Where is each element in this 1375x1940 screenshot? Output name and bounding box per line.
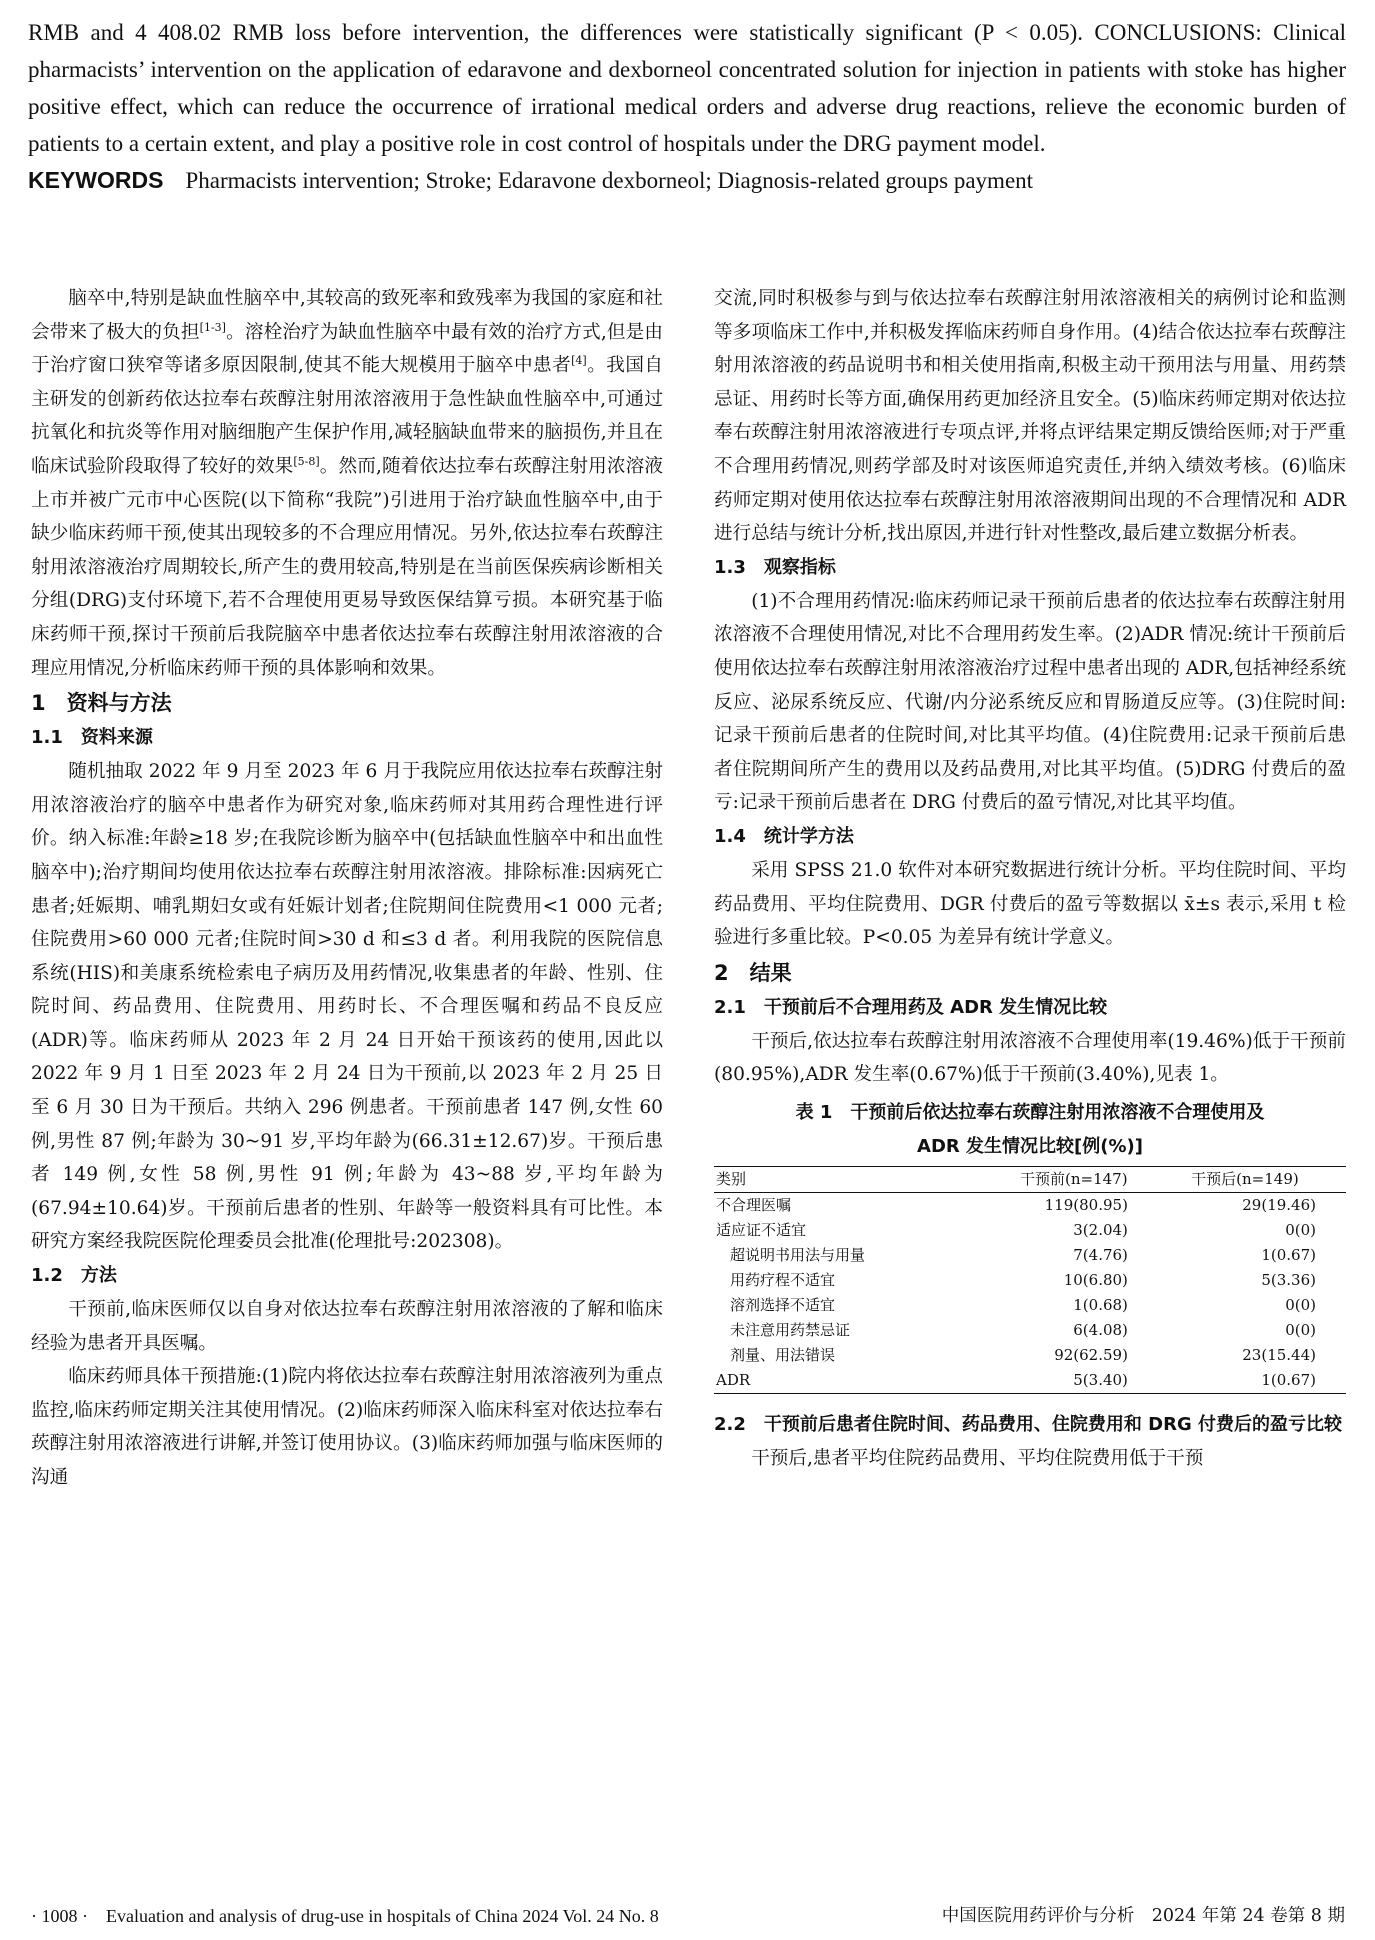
footer-journal-en: · 1008 · Evaluation and analysis of drug-use in hospitals of China 2024 Vol. 24 No. 8 (31, 1906, 659, 1926)
paragraph: 临床药师具体干预措施:(1)院内将依达拉奉右莰醇注射用浓溶液列为重点监控,临床药师定期关注其使用情况。(2)临床药师深入临床科室对依达拉奉右莰醇注射用浓溶液进行讲解,并签订使用协议。(3)临床药师加强与临床医师的沟通 (31, 1366, 663, 1488)
table-caption (714, 1096, 1346, 1164)
paragraph: 随机抽取 2022 年 9 月至 2023 年 6 月于我院应用依达拉奉右莰醇注射用浓溶液治疗的脑卒中患者作为研究对象,临床药师对其用药合理性进行评价。纳入标准:年龄≥18 岁;在我院诊断为脑卒中(包括缺血性脑卒中和出血性脑卒中);治疗期间均使用依达拉奉右莰醇注射用浓溶液。排除标准:因病死亡患者;妊娠期、哺乳期妇女或有妊娠计划者;住院期间住院费用<1 000 元者;住院费用>60 000 元者;住院时间>30 d 和≤3 d 者。利用我院的医院信息系统(HIS)和美康系统检索电子病历及用药情况,收集患者的年龄、性别、住院时间、药品费用、住院费用、用药时长、不合理医嘱和药品不良反应(ADR)等。临床药师从 2023 年 2 月 24 日开始干预该药的使用,因此以 2022 年 9 月 1 日至 2023 年 2 月 24 日为干预前,以 2023 年 2 月 25 日至 6 月 30 日为干预后。共纳入 296 例患者。干预前患者 147 例,女性 60 例,男性 87 例;年龄为 30~91 岁,平均年龄为(66.31±12.67)岁。干预后患者 149 例,女性 58 例,男性 91 例;年龄为 43~88 岁,平均年龄为(67.94±10.64)岁。干预前后患者的性别、年龄等一般资料具有可比性。本研究方案经我院医院伦理委员会批准(伦理批号:202308)。 (31, 761, 663, 1253)
table-row (714, 1318, 1346, 1343)
table-caption-line: ADR 发生情况比较[例(%)] (917, 1135, 1143, 1157)
table-cell: 3(2.04) (1073, 1220, 1128, 1239)
paragraph: 交流,同时积极参与到与依达拉奉右莰醇注射用浓溶液相关的病例讨论和监测等多项临床工作中,并积极发挥临床药师自身作用。(4)结合依达拉奉右莰醇注射用浓溶液的药品说明书和相关使用指南,积极主动干预用法与用量、用药禁忌证、用药时长等方面,确保用药更加经济且安全。(5)临床药师定期对依达拉奉右莰醇注射用浓溶液进行专项点评,并将点评结果定期反馈给医师;对于严重不合理用药情况,则药学部及时对该医师追究责任,并纳入绩效考核。(6)临床药师定期对使用依达拉奉右莰醇注射用浓溶液期间出现的不合理情况和 ADR 进行总结与统计分析,找出原因,并进行针对性整改,最后建立数据分析表。 (714, 288, 1346, 545)
table-cell: 7(4.76) (1073, 1245, 1128, 1264)
paragraph: 干预后,患者平均住院药品费用、平均住院费用低于干预 (751, 1447, 1204, 1469)
table-cell: 1(0.67) (1261, 1245, 1316, 1264)
table-row (714, 1192, 1346, 1218)
abstract (28, 14, 1346, 199)
table-header-cell: 干预后(n=149) (1191, 1169, 1299, 1188)
table-header-cell: 干预前(n=147) (1020, 1169, 1128, 1188)
paragraph: 干预前,临床医师仅以自身对依达拉奉右莰醇注射用浓溶液的了解和临床经验为患者开具医嘱。 (31, 1299, 663, 1354)
right-column (714, 282, 1346, 1475)
intro-text-a: 脑卒中,特别是缺血性脑卒中,其较高的致死率和致残率为我国的家庭和社会带来了极大的负担 (31, 288, 663, 343)
abstract-text: RMB and 4 408.02 RMB loss before intervention, the differences were statistically significant (P < 0.05). CONCLUSIONS: Clinical pharmacists’ intervention on the application of edaravone and dexborneol concentrated solution for injection in patients with stoke has higher positive effect, which can reduce the occurrence of irrational medical orders and adverse drug reactions, relieve the economic burden of patients to a certain extent, and play a positive role in cost control of hospitals under the DRG payment model. (28, 20, 1346, 156)
table-row (714, 1218, 1346, 1243)
subsection-heading: 2.1 干预前后不合理用药及 ADR 发生情况比较 (714, 996, 1108, 1018)
subsection-heading: 1.1 资料来源 (31, 727, 153, 749)
table-cell: 溶剂选择不适宜 (730, 1295, 836, 1314)
table-cell: 29(19.46) (1242, 1195, 1316, 1214)
intro-text-d: 。然而,随着依达拉奉右莰醇注射用浓溶液上市并被广元市中心医院(以下简称“我院”)引进用于治疗缺血性脑卒中,由于缺少临床药师干预,使其出现较多的不合理应用情况。另外,依达拉奉右莰醇注射用浓溶液治疗周期较长,所产生的费用较高,特别是在当前医保疾病诊断相关分组(DRG)支付环境下,若不合理使用更易导致医保结算亏损。本研究基于临床药师干预,探讨干预前后我院脑卒中患者依达拉奉右莰醇注射用浓溶液的合理应用情况,分析临床药师干预的具体影响和效果。 (31, 455, 663, 679)
table-cell: 1(0.68) (1073, 1295, 1128, 1314)
subsection-heading: 1.4 统计学方法 (714, 825, 854, 847)
citation: [5-8] (293, 454, 320, 468)
subsection-heading: 2.2 干预前后患者住院时间、药品费用、住院费用和 DRG 付费后的盈亏比较 (714, 1413, 1342, 1435)
intro-text-b: 。溶栓治疗为缺血性脑卒中最有效的治疗方式,但是由于治疗窗口狭窄等诸多原因限制,使其不能大规模用于脑卒中患者 (31, 321, 663, 377)
section-heading: 2 结果 (714, 960, 792, 985)
table-cell: 超说明书用法与用量 (730, 1245, 866, 1264)
table-header-cell: 类别 (716, 1169, 747, 1188)
table-cell: ADR (716, 1370, 751, 1389)
keywords-text: Pharmacists intervention; Stroke; Edaravone dexborneol; Diagnosis-related groups payment (185, 168, 1034, 193)
citation: [4] (571, 354, 587, 367)
table-row (714, 1243, 1346, 1268)
intro-paragraph (31, 282, 663, 685)
table-caption-line: 表 1 干预前后依达拉奉右莰醇注射用浓溶液不合理使用及 (795, 1101, 1265, 1123)
paragraph: 采用 SPSS 21.0 软件对本研究数据进行统计分析。平均住院时间、平均药品费用、平均住院费用、DGR 付费后的盈亏等数据以 x̄±s 表示,采用 t 检验进行多重比较。P<0.05 为差异有统计学意义。 (714, 859, 1346, 949)
section-heading: 1 资料与方法 (31, 691, 172, 716)
subsection-heading: 1.3 观察指标 (714, 556, 836, 578)
paragraph: (1)不合理用药情况:临床药师记录干预前后患者的依达拉奉右莰醇注射用浓溶液不合理使用情况,对比不合理用药发生率。(2)ADR 情况:统计干预前后使用依达拉奉右莰醇注射用浓溶液治疗过程中患者出现的 ADR,包括神经系统反应、泌尿系统反应、代谢/内分泌系统反应和胃肠道反应等。(3)住院时间:记录干预前后患者的住院时间,对比其平均值。(4)住院费用:记录干预前后患者住院期间所产生的费用以及药品费用,对比其平均值。(5)DRG 付费后的盈亏:记录干预前后患者在 DRG 付费后的盈亏情况,对比其平均值。 (714, 590, 1346, 814)
table-row (714, 1268, 1346, 1293)
table-cell: 未注意用药禁忌证 (730, 1320, 851, 1339)
table-cell: 23(15.44) (1242, 1345, 1316, 1364)
table-cell: 剂量、用法错误 (730, 1345, 836, 1364)
subsection-heading: 1.2 方法 (31, 1265, 117, 1287)
table-row (714, 1293, 1346, 1318)
table-cell: 6(4.08) (1073, 1320, 1128, 1339)
paragraph: 干预后,依达拉奉右莰醇注射用浓溶液不合理使用率(19.46%)低于干预前(80.95%),ADR 发生率(0.67%)低于干预前(3.40%),见表 1。 (714, 1030, 1346, 1086)
table-cell: 用药疗程不适宜 (730, 1270, 836, 1289)
table-cell: 5(3.36) (1261, 1270, 1316, 1289)
table-cell: 0(0) (1285, 1220, 1316, 1239)
table-cell: 5(3.40) (1073, 1370, 1128, 1389)
table-cell: 1(0.67) (1261, 1370, 1316, 1389)
table-row (714, 1368, 1346, 1394)
table-cell: 119(80.95) (1044, 1195, 1128, 1214)
table-1 (714, 1166, 1346, 1394)
citation: [1-3] (199, 320, 226, 334)
table-cell: 10(6.80) (1063, 1270, 1128, 1289)
table-cell: 不合理医嘱 (716, 1195, 792, 1214)
footer-journal-cn: 中国医院用药评价与分析 2024 年第 24 卷第 8 期 (941, 1906, 1345, 1926)
left-column (31, 282, 663, 1495)
table-row (714, 1343, 1346, 1368)
keywords-line (28, 162, 1346, 199)
table-cell: 0(0) (1285, 1295, 1316, 1314)
table-cell: 92(62.59) (1054, 1345, 1128, 1364)
table-cell: 0(0) (1285, 1320, 1316, 1339)
intro-text-c: 。我国自主研发的创新药依达拉奉右莰醇注射用浓溶液用于急性缺血性脑卒中,可通过抗氧化和抗炎等作用对脑细胞产生保护作用,减轻脑缺血带来的脑损伤,并且在临床试验阶段取得了较好的效果 (31, 355, 663, 477)
table-header-row (714, 1166, 1346, 1192)
keywords-label: KEYWORDS (28, 167, 164, 193)
table-cell: 适应证不适宜 (716, 1220, 807, 1239)
